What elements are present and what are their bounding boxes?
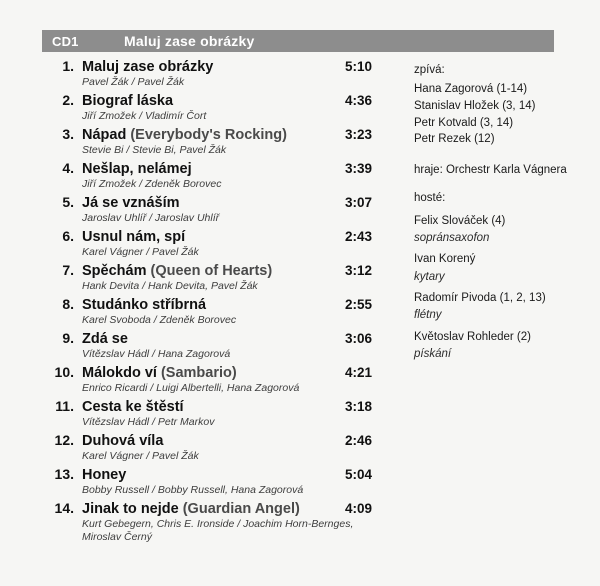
track-duration: 3:18 <box>344 399 372 414</box>
track-title-alt: (Guardian Angel) <box>178 501 300 517</box>
guest-name: Felix Slováček (4) <box>414 214 506 227</box>
track-number: 14. <box>54 500 74 516</box>
track-title-main: Maluj zase obrázky <box>82 59 214 75</box>
track-authors: Pavel Žák / Pavel Žák <box>82 76 185 89</box>
track-title <box>82 229 330 246</box>
track-title <box>82 263 330 280</box>
track-authors: Hank Devita / Hank Devita, Pavel Žák <box>82 280 258 293</box>
track-row <box>42 432 372 466</box>
track-title-alt: (Queen of Hearts) <box>146 263 273 279</box>
track-row <box>42 398 372 432</box>
track-number: 4. <box>62 160 74 176</box>
track-title <box>82 433 330 450</box>
track-authors: Stevie Bi / Stevie Bi, Pavel Žák <box>82 144 227 157</box>
guest-instrument: flétny <box>414 309 442 322</box>
track-duration: 4:21 <box>344 365 372 380</box>
guests-label: hosté: <box>414 192 446 205</box>
album-header-bar <box>42 30 554 52</box>
guests-list <box>414 213 584 363</box>
track-authors: Jiří Zmožek / Zdeněk Borovec <box>82 178 222 191</box>
track-duration: 2:55 <box>344 297 372 312</box>
track-number: 11. <box>55 398 74 414</box>
guest-instrument: pískání <box>414 347 452 360</box>
track-number: 7. <box>62 262 74 278</box>
track-title <box>82 297 330 314</box>
track-title <box>82 93 330 110</box>
track-row <box>42 364 372 398</box>
singer-entry: Petr Kotvald (3, 14) <box>414 116 514 129</box>
track-title <box>82 127 330 144</box>
track-title-alt: (Sambario) <box>156 365 237 381</box>
track-duration: 5:04 <box>344 467 372 482</box>
guest-name: Ivan Korený <box>414 253 476 266</box>
album-title: Maluj zase obrázky <box>124 33 255 49</box>
track-number: 12. <box>54 432 74 448</box>
singer-entry: Petr Rezek (12) <box>414 133 495 146</box>
track-title-main: Biograf láska <box>82 93 174 109</box>
track-authors: Bobby Russell / Bobby Russell, Hana Zagorová <box>82 484 304 497</box>
track-authors: Kurt Gebegern, Chris E. Ironside / Joachim Horn-Bernges, Miroslav Černý <box>82 518 354 543</box>
track-title <box>82 399 330 416</box>
guest-instrument: sopránsaxofon <box>414 232 490 244</box>
track-row <box>42 228 372 262</box>
track-title-main: Cesta ke štěstí <box>82 399 184 415</box>
track-row <box>42 126 372 160</box>
track-title <box>82 331 330 348</box>
track-list <box>42 58 372 543</box>
track-authors: Karel Vágner / Pavel Žák <box>82 246 199 259</box>
track-duration: 3:06 <box>344 331 372 346</box>
track-number: 10. <box>54 364 74 380</box>
track-duration: 4:09 <box>344 501 372 516</box>
track-number: 1. <box>62 58 74 74</box>
track-title-main: Usnul nám, spí <box>82 229 186 245</box>
track-row <box>42 58 372 92</box>
credits-column <box>414 62 584 367</box>
track-title-main: Duhová víla <box>82 433 164 449</box>
track-title-main: Studánko stříbrná <box>82 297 207 313</box>
disc-label: CD1 <box>52 33 79 49</box>
track-title <box>82 59 330 76</box>
track-row <box>42 466 372 500</box>
track-number: 2. <box>62 92 74 108</box>
track-title-main: Nešlap, nelámej <box>82 161 192 177</box>
track-duration: 4:36 <box>344 93 372 108</box>
singer-entry: Stanislav Hložek (3, 14) <box>414 100 536 112</box>
track-authors: Enrico Ricardi / Luigi Albertelli, Hana Zagorová <box>82 382 300 395</box>
track-row <box>42 330 372 364</box>
guest-name: Radomír Pivoda (1, 2, 13) <box>414 291 546 304</box>
track-title <box>82 467 330 484</box>
track-number: 5. <box>62 194 74 210</box>
track-duration: 3:07 <box>344 195 372 210</box>
track-title-main: Zdá se <box>82 331 128 347</box>
track-duration: 2:46 <box>344 433 372 448</box>
track-authors: Vítězslav Hádl / Hana Zagorová <box>82 348 231 361</box>
track-number: 13. <box>54 466 74 482</box>
track-duration: 2:43 <box>344 229 372 244</box>
track-row <box>42 500 372 543</box>
track-row <box>42 194 372 228</box>
track-title <box>82 195 330 212</box>
sings-label: zpívá: <box>414 64 445 76</box>
track-duration: 3:12 <box>344 263 372 278</box>
track-authors: Jiří Zmožek / Vladimír Čort <box>82 110 207 123</box>
track-number: 9. <box>62 330 74 346</box>
track-row <box>42 296 372 330</box>
track-number: 3. <box>62 126 74 142</box>
track-number: 6. <box>62 228 74 244</box>
track-authors: Vítězslav Hádl / Petr Markov <box>82 416 215 429</box>
track-title-main: Jinak to nejde <box>82 501 179 517</box>
track-row <box>42 262 372 296</box>
track-row <box>42 92 372 126</box>
track-authors: Jaroslav Uhlíř / Jaroslav Uhlíř <box>82 212 220 225</box>
band-line: hraje: Orchestr Karla Vágnera <box>414 164 567 177</box>
track-duration: 5:10 <box>344 59 372 74</box>
guest-instrument: kytary <box>414 270 445 283</box>
track-row <box>42 160 372 194</box>
track-number: 8. <box>62 296 74 312</box>
track-authors: Karel Vágner / Pavel Žák <box>82 450 199 463</box>
track-duration: 3:23 <box>344 127 372 142</box>
track-title <box>82 365 330 382</box>
track-title-main: Já se vznáším <box>82 195 180 211</box>
singers-list <box>414 81 584 148</box>
track-title <box>82 501 330 518</box>
track-title-main: Málokdo ví <box>82 365 157 381</box>
guest-name: Květoslav Rohleder (2) <box>414 330 531 343</box>
track-authors: Karel Svoboda / Zdeněk Borovec <box>82 314 237 327</box>
singer-entry: Hana Zagorová (1-14) <box>414 83 528 96</box>
track-title-main: Nápad <box>82 127 127 143</box>
track-title <box>82 161 330 178</box>
track-title-main: Spěchám <box>82 263 147 279</box>
track-title-alt: (Everybody's Rocking) <box>126 127 287 143</box>
track-duration: 3:39 <box>344 161 372 176</box>
track-title-main: Honey <box>82 467 127 483</box>
